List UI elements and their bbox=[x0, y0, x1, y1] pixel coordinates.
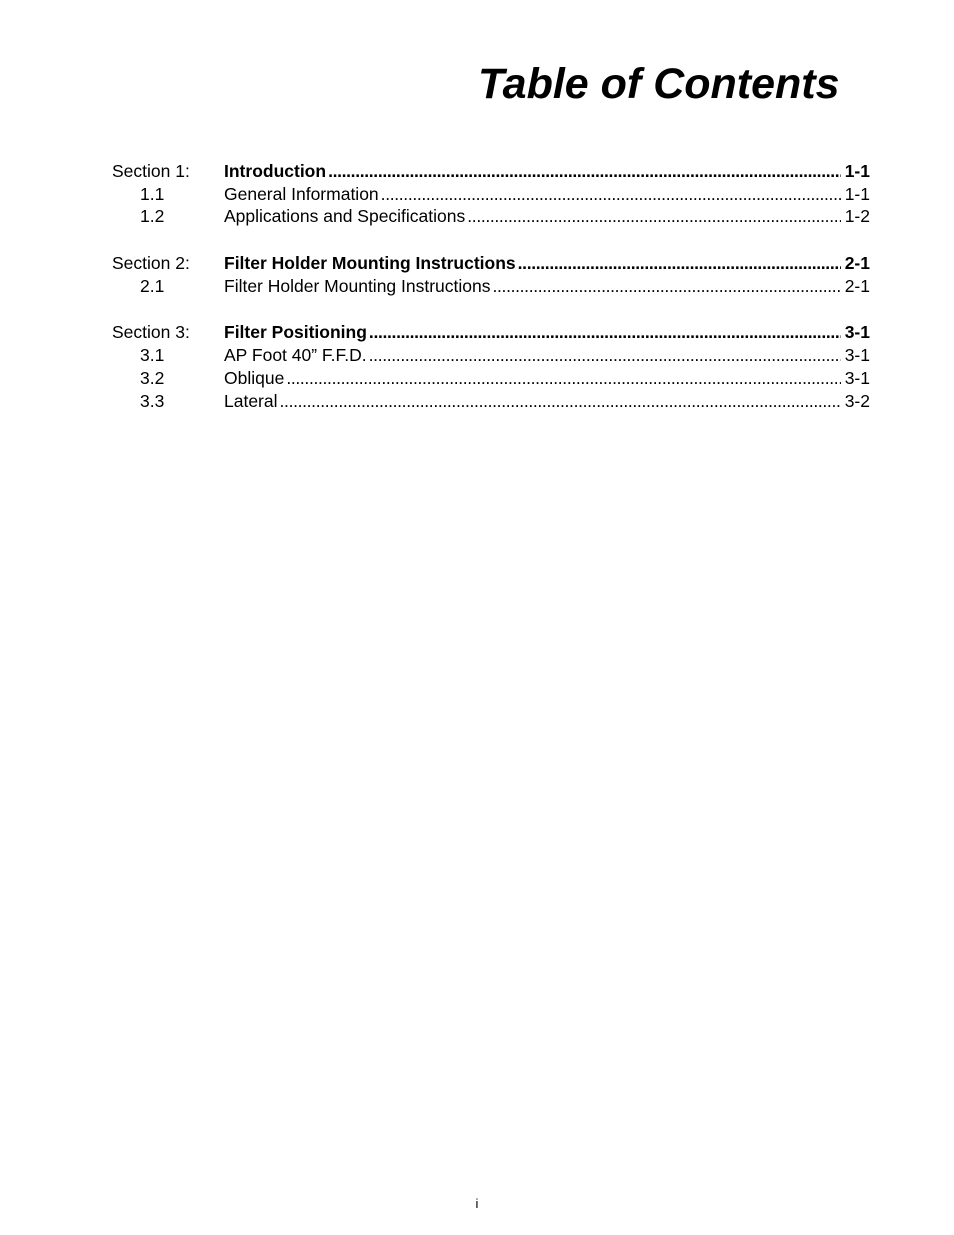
toc-page-number: 1-1 bbox=[844, 183, 870, 204]
toc-section-title: Filter Positioning bbox=[224, 322, 367, 343]
toc-page-number: 2-1 bbox=[844, 275, 870, 296]
dot-leader bbox=[381, 183, 841, 206]
toc-item-title: AP Foot 40” F.F.D. bbox=[224, 345, 367, 366]
toc-item-title: Filter Holder Mounting Instructions bbox=[224, 275, 491, 296]
toc-entry-section-2[interactable] bbox=[112, 252, 870, 275]
toc-entry-3-1[interactable] bbox=[112, 344, 870, 367]
page-title: Table of Contents bbox=[478, 60, 840, 108]
toc-section-3 bbox=[112, 321, 870, 412]
toc-entry-text bbox=[224, 275, 870, 298]
toc-page-number: 2-1 bbox=[844, 253, 870, 274]
dot-leader bbox=[280, 390, 841, 413]
toc-page-number: 3-1 bbox=[844, 322, 870, 343]
toc-entry-3-3[interactable] bbox=[112, 390, 870, 413]
dot-leader bbox=[286, 367, 840, 390]
toc-page-number: 1-2 bbox=[844, 206, 870, 227]
toc-item-number: 3.3 bbox=[140, 390, 165, 411]
toc-page-number: 3-1 bbox=[844, 345, 870, 366]
toc-item-number: 1.1 bbox=[140, 183, 165, 204]
toc-entry-section-1[interactable] bbox=[112, 160, 870, 183]
table-of-contents bbox=[112, 160, 870, 436]
toc-entry-text bbox=[224, 205, 870, 228]
toc-item-title: Applications and Specifications bbox=[224, 206, 466, 227]
toc-page-number: 3-1 bbox=[844, 367, 870, 388]
toc-entry-text bbox=[224, 252, 870, 275]
toc-page-number: 3-2 bbox=[844, 390, 870, 411]
toc-entry-3-2[interactable] bbox=[112, 367, 870, 390]
dot-leader bbox=[493, 275, 841, 298]
toc-entry-1-1[interactable] bbox=[112, 183, 870, 206]
page-number: i bbox=[475, 1196, 479, 1211]
dot-leader bbox=[369, 344, 841, 367]
toc-item-number: 1.2 bbox=[140, 206, 165, 227]
toc-section-title: Introduction bbox=[224, 161, 327, 181]
toc-entry-text bbox=[224, 367, 870, 390]
toc-entry-text bbox=[224, 160, 870, 183]
toc-section-number: Section 2: bbox=[112, 253, 190, 274]
toc-entry-text bbox=[224, 344, 870, 367]
toc-section-title: Filter Holder Mounting Instructions bbox=[224, 253, 516, 274]
toc-item-number: 2.1 bbox=[140, 275, 165, 296]
toc-item-title: General Information bbox=[224, 183, 379, 204]
toc-entry-1-2[interactable] bbox=[112, 205, 870, 228]
toc-section-2 bbox=[112, 252, 870, 297]
toc-section-number: Section 3: bbox=[112, 322, 190, 343]
dot-leader bbox=[328, 160, 841, 183]
toc-entry-text bbox=[224, 321, 870, 344]
dot-leader bbox=[467, 205, 840, 228]
toc-item-title: Oblique bbox=[224, 367, 285, 388]
toc-item-number: 3.2 bbox=[140, 367, 165, 388]
dot-leader bbox=[518, 252, 841, 275]
toc-entry-section-3[interactable] bbox=[112, 321, 870, 344]
toc-item-title: Lateral bbox=[224, 390, 278, 411]
toc-page-number: 1-1 bbox=[844, 161, 870, 181]
toc-entry-text bbox=[224, 390, 870, 413]
toc-item-number: 3.1 bbox=[140, 345, 165, 366]
toc-entry-text bbox=[224, 183, 870, 206]
toc-section-number: Section 1: bbox=[112, 161, 190, 181]
toc-section-1 bbox=[112, 160, 870, 228]
dot-leader bbox=[369, 321, 841, 344]
toc-entry-2-1[interactable] bbox=[112, 275, 870, 298]
